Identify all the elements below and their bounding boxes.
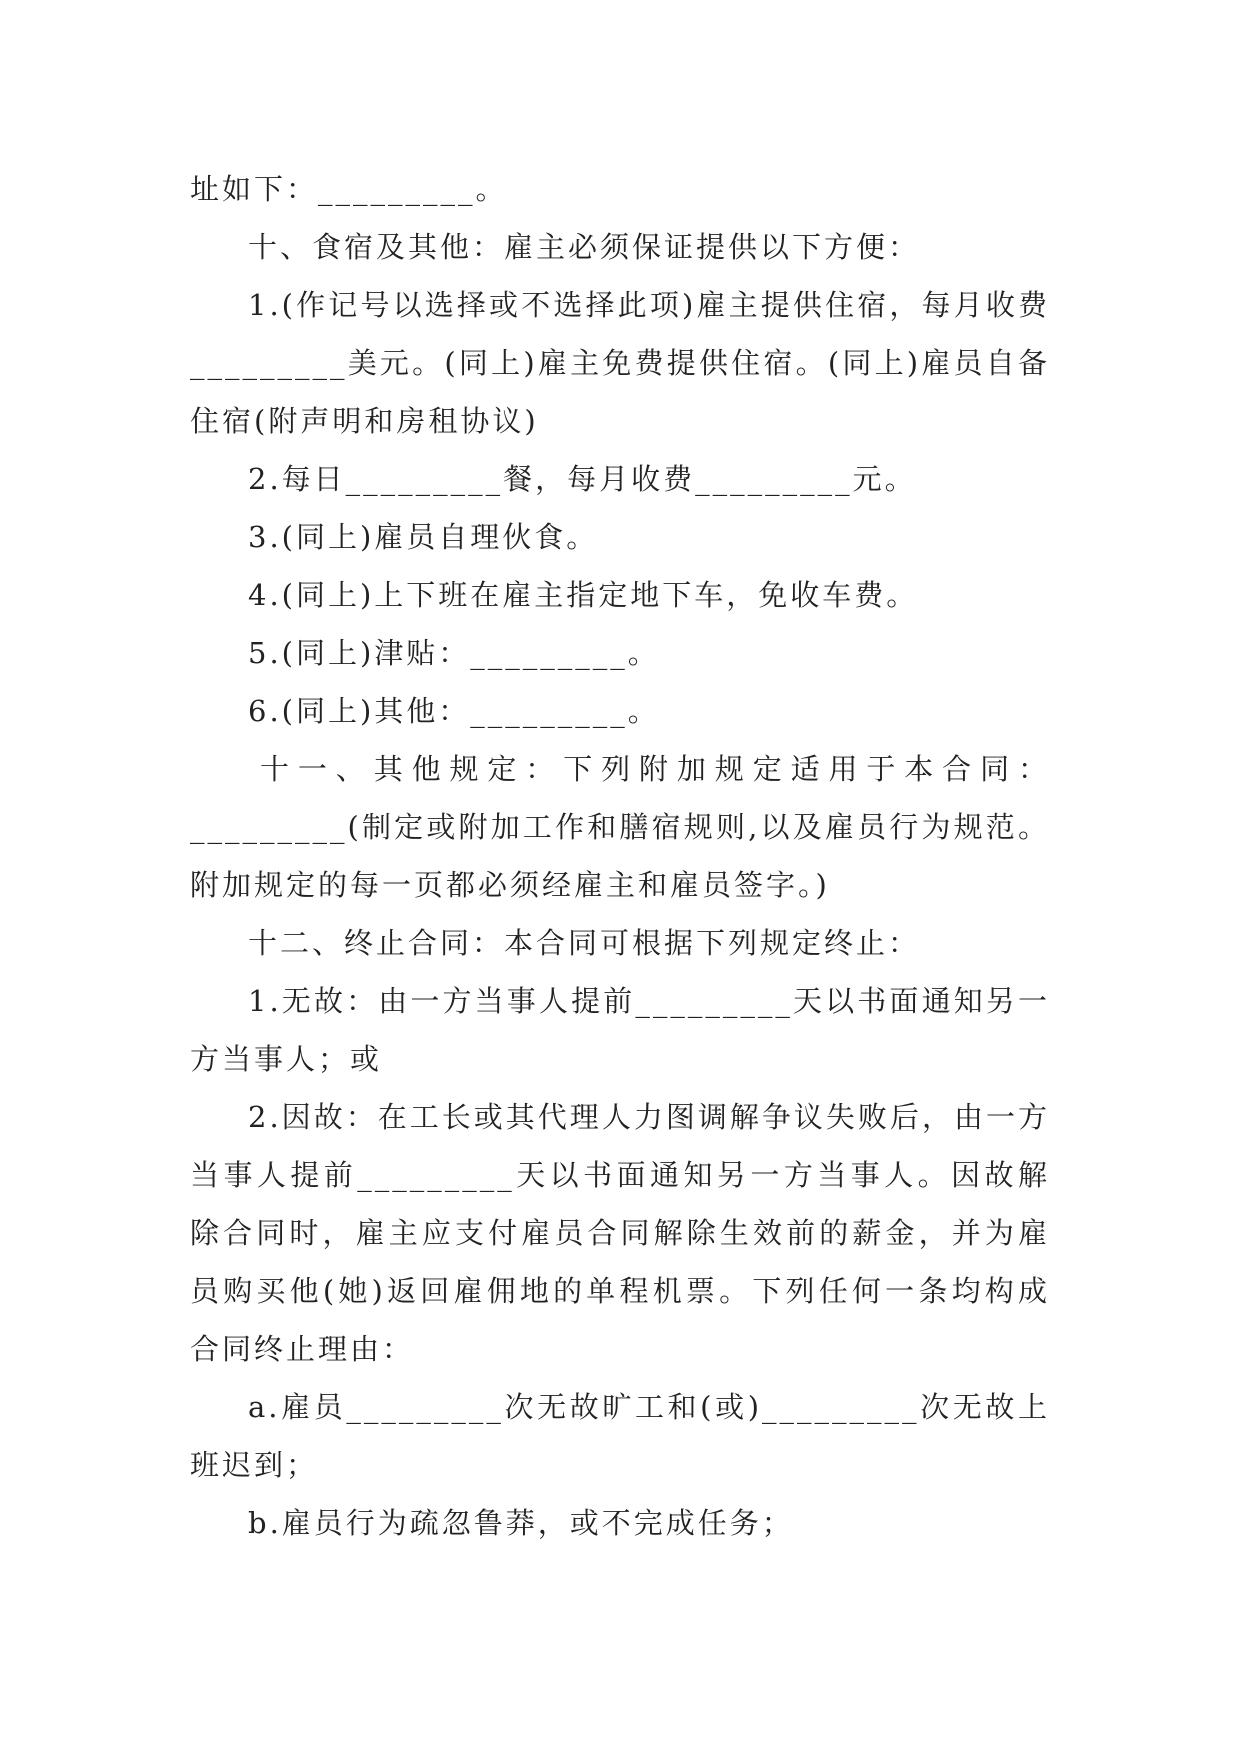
section-twelve-heading: 十二、终止合同：本合同可根据下列规定终止：: [248, 926, 921, 960]
termination-reason-a: a.雇员_________次无故旷工和(或)_________次无故上班迟到；: [190, 1390, 1050, 1482]
item-5-allowance: 5.(同上)津贴：_________。: [248, 636, 660, 670]
termination-item-2: 2.因故：在工长或其代理人力图调解争议失败后，由一方当事人提前_________天以书面通知另一方当事人。因故解除合同时，雇主应支付雇员合同解除生效前的薪金，并为雇员购买他(她)返回雇佣地的单程机票。下列任何一条均构成合同终止理由：: [190, 1100, 1050, 1366]
item-1-housing: 1.(作记号以选择或不选择此项)雇主提供住宿，每月收费_________美元。(同上)雇主免费提供住宿。(同上)雇员自备住宿(附声明和房租协议): [190, 288, 1050, 438]
document-body: [190, 160, 1050, 1552]
paragraph-address-continuation: 址如下：_________。: [190, 172, 508, 206]
section-ten-heading: 十、食宿及其他：雇主必须保证提供以下方便：: [248, 230, 921, 264]
item-3-self-catering: 3.(同上)雇员自理伙食。: [248, 520, 599, 554]
section-eleven-other-rules: 十一、其他规定：下列附加规定适用于本合同：_________(制定或附加工作和膳宿规则,以及雇员行为规范。附加规定的每一页都必须经雇主和雇员签字。): [190, 752, 1050, 902]
item-6-other: 6.(同上)其他：_________。: [248, 694, 660, 728]
termination-item-1: 1.无故：由一方当事人提前_________天以书面通知另一方当事人；或: [190, 984, 1050, 1076]
item-4-transport: 4.(同上)上下班在雇主指定地下车，免收车费。: [248, 578, 919, 612]
termination-reason-b: b.雇员行为疏忽鲁莽，或不完成任务；: [248, 1506, 794, 1540]
item-2-meals: 2.每日_________餐，每月收费_________元。: [248, 462, 917, 496]
